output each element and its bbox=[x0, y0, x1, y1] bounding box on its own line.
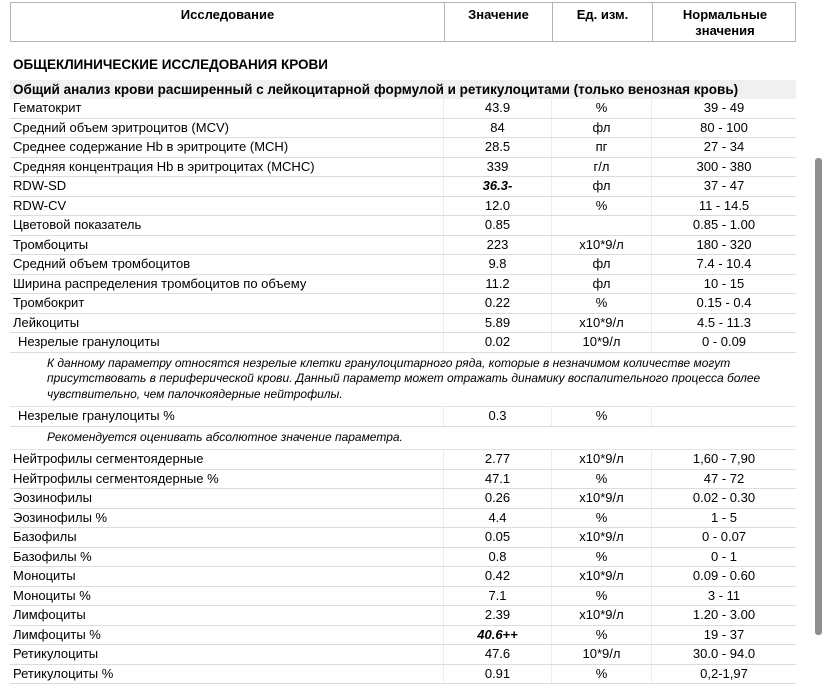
cell-unit: % bbox=[551, 99, 651, 118]
table-row bbox=[10, 275, 796, 295]
cell-study: Гематокрит bbox=[13, 100, 82, 116]
cell-unit: % bbox=[551, 509, 651, 528]
cell-normal: 180 - 320 bbox=[651, 236, 796, 255]
cell-study: Эозинофилы bbox=[13, 490, 92, 506]
cell-value: 47.6 bbox=[443, 645, 551, 664]
cell-study: Базофилы % bbox=[13, 548, 92, 564]
cell-unit: 10*9/л bbox=[551, 645, 651, 664]
cell-unit: % bbox=[551, 587, 651, 606]
cell-study: Тромбокрит bbox=[13, 295, 85, 311]
cell-study: RDW-SD bbox=[13, 178, 67, 194]
cell-unit: х10*9/л bbox=[551, 489, 651, 508]
cell-study: Моноциты % bbox=[13, 587, 91, 603]
cell-study: Лимфоциты bbox=[13, 607, 86, 623]
cell-unit: х10*9/л bbox=[551, 450, 651, 469]
cell-value: 40.6++ bbox=[443, 626, 551, 645]
table-row bbox=[10, 197, 796, 217]
table-row bbox=[10, 528, 796, 548]
cell-value: 0.91 bbox=[443, 665, 551, 684]
cell-study: Тромбоциты bbox=[13, 236, 89, 252]
cell-unit: % bbox=[551, 407, 651, 426]
cell-value: 0.05 bbox=[443, 528, 551, 547]
cell-value: 5.89 bbox=[443, 314, 551, 333]
table-row bbox=[10, 158, 796, 178]
scrollbar-thumb[interactable] bbox=[815, 158, 822, 635]
row-note bbox=[10, 353, 796, 408]
cell-unit: х10*9/л bbox=[551, 314, 651, 333]
table-row bbox=[10, 407, 796, 427]
cell-value: 9.8 bbox=[443, 255, 551, 274]
cell-unit bbox=[551, 216, 651, 235]
cell-normal: 3 - 11 bbox=[651, 587, 796, 606]
cell-value: 0.26 bbox=[443, 489, 551, 508]
cell-normal: 4.5 - 11.3 bbox=[651, 314, 796, 333]
cell-normal: 0 - 0.07 bbox=[651, 528, 796, 547]
cell-study: Ретикулоциты % bbox=[13, 665, 114, 681]
lab-report-document bbox=[10, 2, 796, 684]
cell-value: 0.85 bbox=[443, 216, 551, 235]
column-header-study: Исследование bbox=[180, 7, 275, 22]
cell-value: 2.39 bbox=[443, 606, 551, 625]
cell-unit: г/л bbox=[551, 158, 651, 177]
cell-normal: 80 - 100 bbox=[651, 119, 796, 138]
table-row bbox=[10, 333, 796, 353]
cell-study: Цветовой показатель bbox=[13, 217, 142, 233]
cell-normal: 19 - 37 bbox=[651, 626, 796, 645]
cell-value: 43.9 bbox=[443, 99, 551, 118]
cell-normal: 0,2-1,97 bbox=[651, 665, 796, 684]
cell-study: Нейтрофилы сегментоядерные % bbox=[13, 470, 219, 486]
table-row bbox=[10, 119, 796, 139]
cell-unit: х10*9/л bbox=[551, 528, 651, 547]
cell-normal: 37 - 47 bbox=[651, 177, 796, 196]
cell-value: 12.0 bbox=[443, 197, 551, 216]
cell-normal: 7.4 - 10.4 bbox=[651, 255, 796, 274]
table-row bbox=[10, 216, 796, 236]
table-row bbox=[10, 236, 796, 256]
cell-study: Лейкоциты bbox=[13, 314, 80, 330]
cell-value: 339 bbox=[443, 158, 551, 177]
cell-unit: фл bbox=[551, 275, 651, 294]
cell-value: 28.5 bbox=[443, 138, 551, 157]
cell-unit: % bbox=[551, 197, 651, 216]
table-row bbox=[10, 470, 796, 490]
section-title: ОБЩЕКЛИНИЧЕСКИЕ ИССЛЕДОВАНИЯ КРОВИ bbox=[13, 57, 328, 72]
table-row bbox=[10, 294, 796, 314]
cell-normal: 0.15 - 0.4 bbox=[651, 294, 796, 313]
table-row bbox=[10, 587, 796, 607]
table-row bbox=[10, 255, 796, 275]
cell-study: Моноциты bbox=[13, 568, 76, 584]
panel-title: Общий анализ крови расширенный с лейкоцитарной формулой и ретикулоцитами (только венозная кровь) bbox=[10, 80, 796, 99]
cell-unit: х10*9/л bbox=[551, 606, 651, 625]
cell-normal: 0.02 - 0.30 bbox=[651, 489, 796, 508]
table-row bbox=[10, 645, 796, 665]
cell-value: 0.3 bbox=[443, 407, 551, 426]
cell-study: Средний объем тромбоцитов bbox=[13, 256, 191, 272]
cell-normal: 10 - 15 bbox=[651, 275, 796, 294]
table-row bbox=[10, 138, 796, 158]
cell-normal: 1.20 - 3.00 bbox=[651, 606, 796, 625]
cell-normal: 0.09 - 0.60 bbox=[651, 567, 796, 586]
cell-unit: х10*9/л bbox=[551, 236, 651, 255]
cell-normal: 47 - 72 bbox=[651, 470, 796, 489]
cell-unit: % bbox=[551, 470, 651, 489]
cell-unit: % bbox=[551, 294, 651, 313]
column-header-unit: Ед. изм. bbox=[552, 3, 652, 41]
cell-value: 0.42 bbox=[443, 567, 551, 586]
cell-value: 0.8 bbox=[443, 548, 551, 567]
cell-value: 84 bbox=[443, 119, 551, 138]
table-row bbox=[10, 489, 796, 509]
cell-study: RDW-CV bbox=[13, 197, 67, 213]
cell-normal: 1 - 5 bbox=[651, 509, 796, 528]
cell-study: Среднее содержание Hb в эритроците (MCH) bbox=[13, 139, 289, 155]
cell-value: 0.02 bbox=[443, 333, 551, 352]
cell-value: 223 bbox=[443, 236, 551, 255]
row-note bbox=[10, 427, 796, 451]
cell-unit: х10*9/л bbox=[551, 567, 651, 586]
cell-study: Базофилы bbox=[13, 529, 77, 545]
table-row bbox=[10, 606, 796, 626]
cell-study: Средний объем эритроцитов (MCV) bbox=[13, 119, 229, 135]
table-row bbox=[10, 626, 796, 646]
cell-value: 2.77 bbox=[443, 450, 551, 469]
cell-value: 11.2 bbox=[443, 275, 551, 294]
results-table-body bbox=[10, 99, 796, 684]
cell-normal: 1,60 - 7,90 bbox=[651, 450, 796, 469]
cell-study: Ретикулоциты bbox=[13, 646, 99, 662]
table-row bbox=[10, 99, 796, 119]
cell-study: Нейтрофилы сегментоядерные bbox=[13, 451, 204, 467]
cell-value: 47.1 bbox=[443, 470, 551, 489]
cell-unit: пг bbox=[551, 138, 651, 157]
table-row bbox=[10, 567, 796, 587]
cell-value: 0.22 bbox=[443, 294, 551, 313]
table-row bbox=[10, 548, 796, 568]
cell-value: 36.3- bbox=[443, 177, 551, 196]
cell-unit: % bbox=[551, 548, 651, 567]
results-table-header bbox=[10, 2, 796, 42]
table-row bbox=[10, 509, 796, 529]
column-header-value: Значение bbox=[444, 3, 552, 41]
cell-normal: 27 - 34 bbox=[651, 138, 796, 157]
cell-unit: % bbox=[551, 665, 651, 684]
table-row bbox=[10, 450, 796, 470]
cell-study: Лимфоциты % bbox=[13, 626, 101, 642]
cell-normal: 0 - 0.09 bbox=[651, 333, 796, 352]
table-row bbox=[10, 177, 796, 197]
cell-study: Незрелые гранулоциты bbox=[18, 334, 160, 350]
cell-unit: фл bbox=[551, 255, 651, 274]
cell-study: Ширина распределения тромбоцитов по объему bbox=[13, 275, 307, 291]
cell-normal: 0.85 - 1.00 bbox=[651, 216, 796, 235]
cell-normal: 0 - 1 bbox=[651, 548, 796, 567]
cell-normal bbox=[651, 407, 796, 426]
cell-normal: 11 - 14.5 bbox=[651, 197, 796, 216]
table-row bbox=[10, 314, 796, 334]
column-header-normal: Нормальные значения bbox=[652, 3, 797, 41]
cell-study: Незрелые гранулоциты % bbox=[18, 408, 175, 424]
cell-value: 4.4 bbox=[443, 509, 551, 528]
row-note-text: Рекомендуется оценивать абсолютное значение параметра. bbox=[47, 429, 403, 444]
cell-value: 7.1 bbox=[443, 587, 551, 606]
cell-unit: фл bbox=[551, 177, 651, 196]
cell-normal: 300 - 380 bbox=[651, 158, 796, 177]
cell-unit: 10*9/л bbox=[551, 333, 651, 352]
cell-normal: 30.0 - 94.0 bbox=[651, 645, 796, 664]
cell-unit: % bbox=[551, 626, 651, 645]
cell-study: Средняя концентрация Hb в эритроцитах (MCHC) bbox=[13, 158, 315, 174]
cell-unit: фл bbox=[551, 119, 651, 138]
table-row bbox=[10, 665, 796, 685]
cell-study: Эозинофилы % bbox=[13, 509, 108, 525]
row-note-text: К данному параметру относятся незрелые клетки гранулоцитарного ряда, которые в незначимом количестве могут присутствовать в периферической крови. Данный параметр может отражать динамику воспалительного процесса более чувствительно, чем палочкоядерные нейтрофилы. bbox=[47, 355, 761, 401]
cell-normal: 39 - 49 bbox=[651, 99, 796, 118]
